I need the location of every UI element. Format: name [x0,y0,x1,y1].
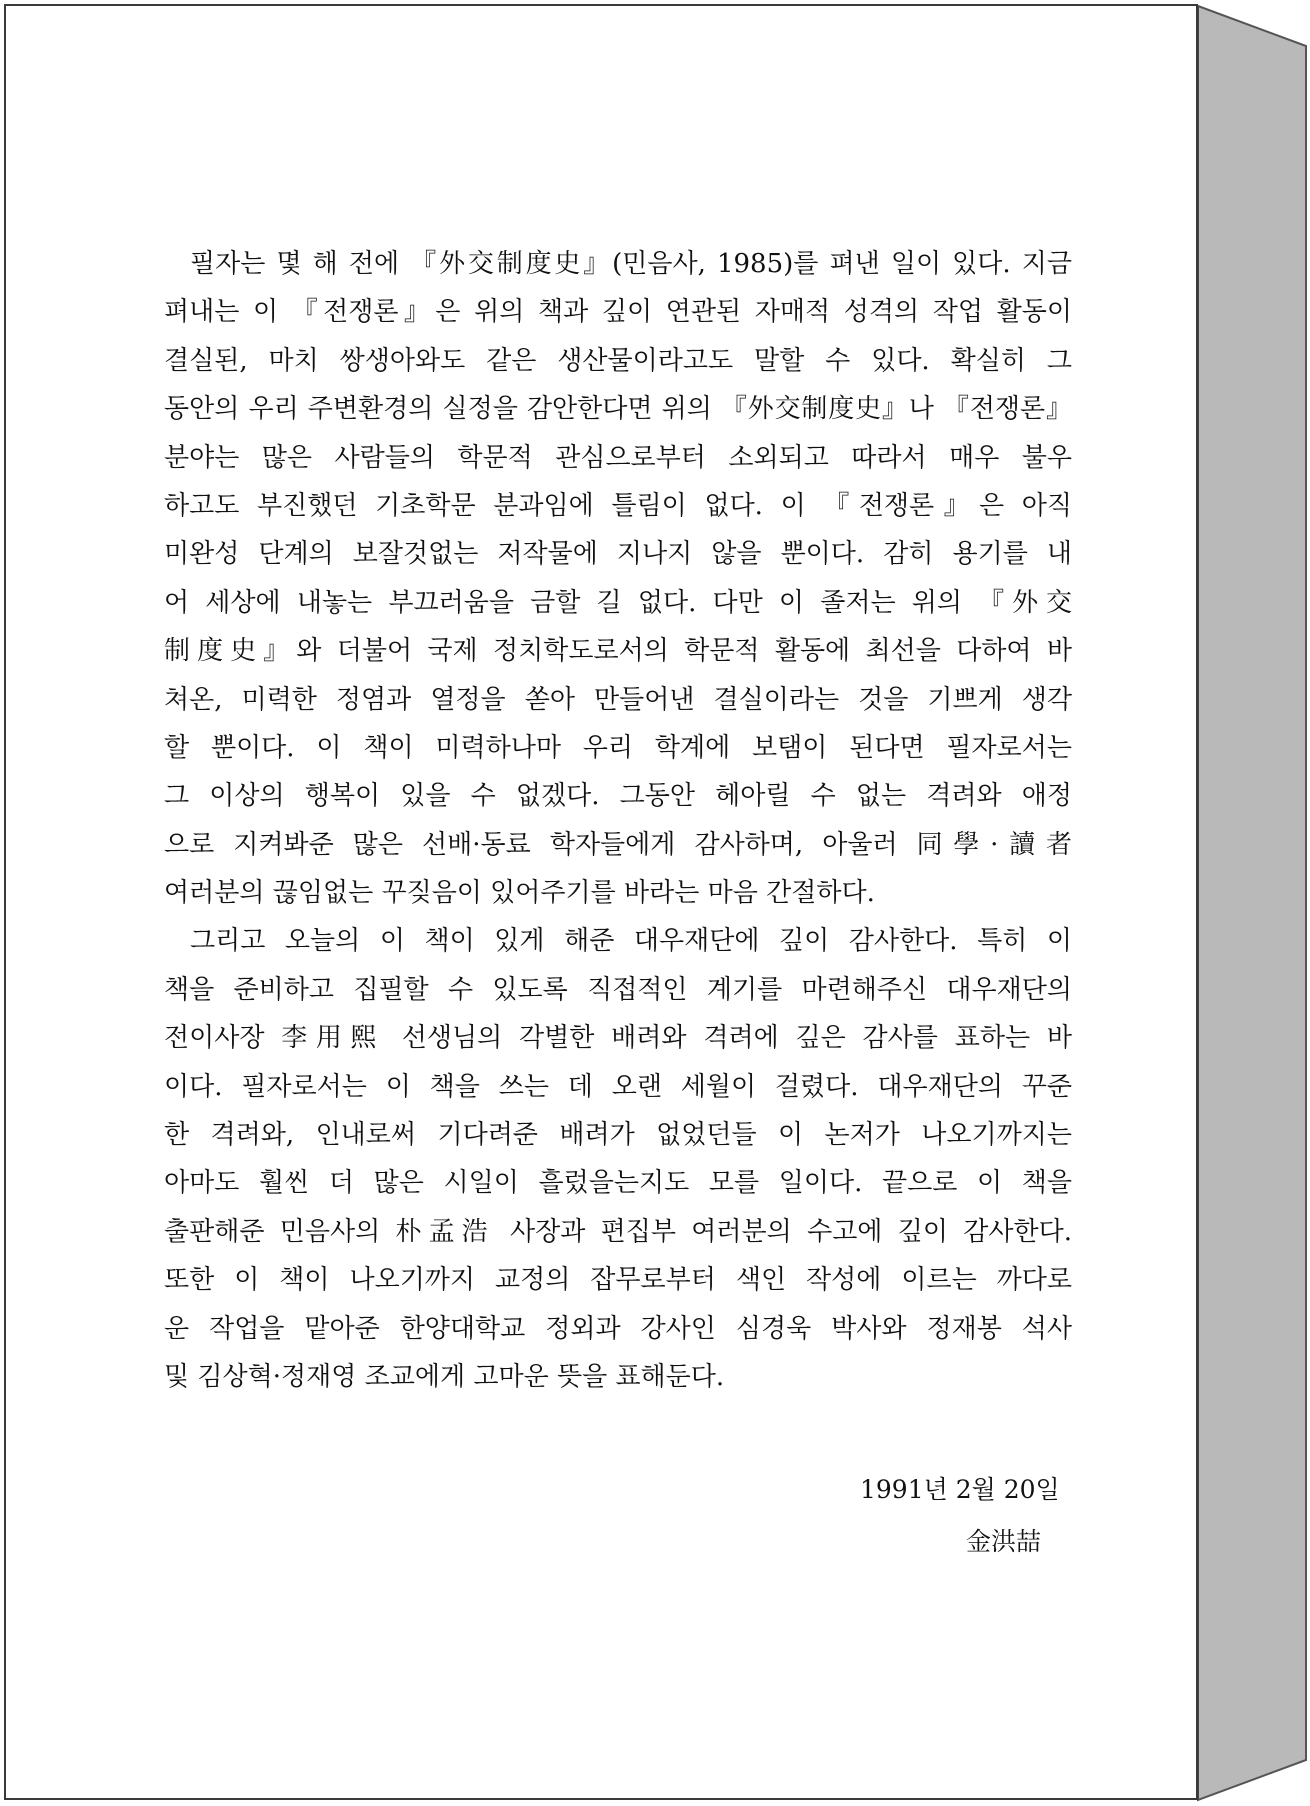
book-page [4,4,1198,1800]
paragraph-2 [164,917,1072,1401]
text-line: 그 이상의 행복이 있을 수 없겠다. 그동안 헤아릴 수 없는 격려와 애정 [164,781,1072,812]
text-line: 분야는 많은 사람들의 학문적 관심으로부터 소외되고 따라서 매우 불우 [164,442,1072,473]
text-line: 동안의 우리 주변환경의 실정을 감안한다면 위의 『外交制度史』나 『전쟁론』 [164,394,1072,425]
text-line: 및 김상혁·정재영 조교에게 고마운 뜻을 표해둔다. [164,1361,725,1392]
text-line: 한 격려와, 인내로써 기다려준 배려가 없었던들 이 논저가 나오기까지는 [164,1120,1072,1151]
text-line: 쳐온, 미력한 정염과 열정을 쏟아 만들어낸 결실이라는 것을 기쁘게 생각 [164,684,1072,715]
text-line: 필자는 몇 해 전에 『外交制度史』(민음사, 1985)를 펴낸 일이 있다. 지금 [190,249,1072,279]
text-line: 미완성 단계의 보잘것없는 저작물에 지나지 않을 뿐이다. 감히 용기를 내 [164,539,1072,570]
preface-text [164,240,1072,1401]
signature-author: 金洪喆 [966,1527,1042,1556]
text-line: 여러분의 끊임없는 꾸짖음이 있어주기를 바라는 마음 간절하다. [164,878,875,909]
text-line: 전이사장 李用熙 선생님의 각별한 배려와 격려에 깊은 감사를 표하는 바 [164,1023,1072,1054]
text-line: 책을 준비하고 집필할 수 있도록 직접적인 계기를 마련해주신 대우재단의 [164,974,1072,1005]
text-line: 출판해준 민음사의 朴孟浩 사장과 편집부 여러분의 수고에 깊이 감사한다. [164,1216,1072,1247]
text-line: 으로 지켜봐준 많은 선배·동료 학자들에게 감사하며, 아울러 同學·讀者 [164,829,1072,860]
text-line: 아마도 훨씬 더 많은 시일이 흘렀을는지도 모를 일이다. 끝으로 이 책을 [164,1168,1072,1199]
text-line: 운 작업을 맡아준 한양대학교 정외과 강사인 심경욱 박사와 정재봉 석사 [164,1313,1072,1344]
text-line: 펴내는 이 『전쟁론』은 위의 책과 깊이 연관된 자매적 성격의 작업 활동이 [164,297,1072,328]
paragraph-1 [164,240,1072,917]
text-line: 하고도 부진했던 기초학문 분과임에 틀림이 없다. 이 『전쟁론』은 아직 [164,490,1072,521]
text-line: 또한 이 책이 나오기까지 교정의 잡무로부터 색인 작성에 이르는 까다로 [164,1265,1072,1296]
text-line: 制度史』와 더불어 국제 정치학도로서의 학문적 활동에 최선을 다하여 바 [164,636,1072,667]
text-line: 어 세상에 내놓는 부끄러움을 금할 길 없다. 다만 이 졸저는 위의 『外交 [164,587,1072,618]
text-line: 할 뿐이다. 이 책이 미력하나마 우리 학계에 보탬이 된다면 필자로서는 [164,732,1072,763]
text-line: 그리고 오늘의 이 책이 있게 해준 대우재단에 깊이 감사한다. 특히 이 [190,926,1072,957]
text-line: 이다. 필자로서는 이 책을 쓰는 데 오랜 세월이 걸렸다. 대우재단의 꾸준 [164,1071,1072,1102]
signature-date: 1991년 2월 20일 [860,1475,1060,1504]
text-line: 결실된, 마치 쌍생아와도 같은 생산물이라고도 말할 수 있다. 확실히 그 [164,345,1072,376]
